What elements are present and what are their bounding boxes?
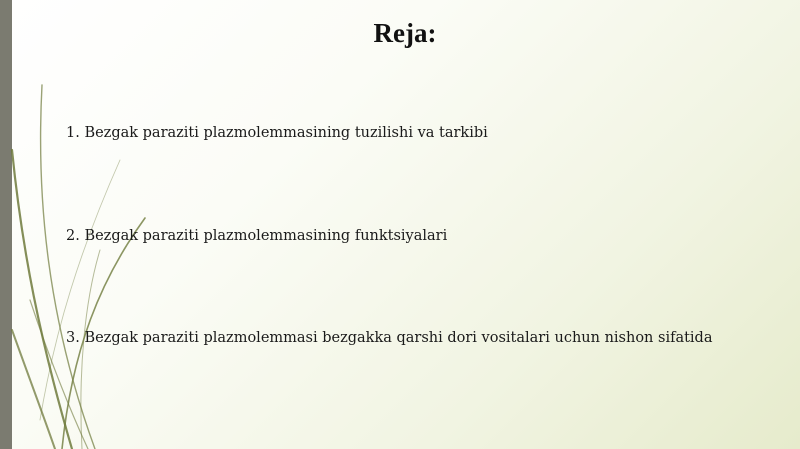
left-accent-bar <box>0 0 12 449</box>
plan-item-2: 2. Bezgak paraziti plazmolemmasining funktsiyalari <box>66 228 448 244</box>
slide-title: Reja: <box>373 18 437 48</box>
plan-item-1: 1. Bezgak paraziti plazmolemmasining tuzilishi va tarkibi <box>66 125 488 141</box>
plan-item-3: 3. Bezgak paraziti plazmolemmasi bezgakka qarshi dori vositalari uchun nishon sifatida <box>66 330 713 346</box>
